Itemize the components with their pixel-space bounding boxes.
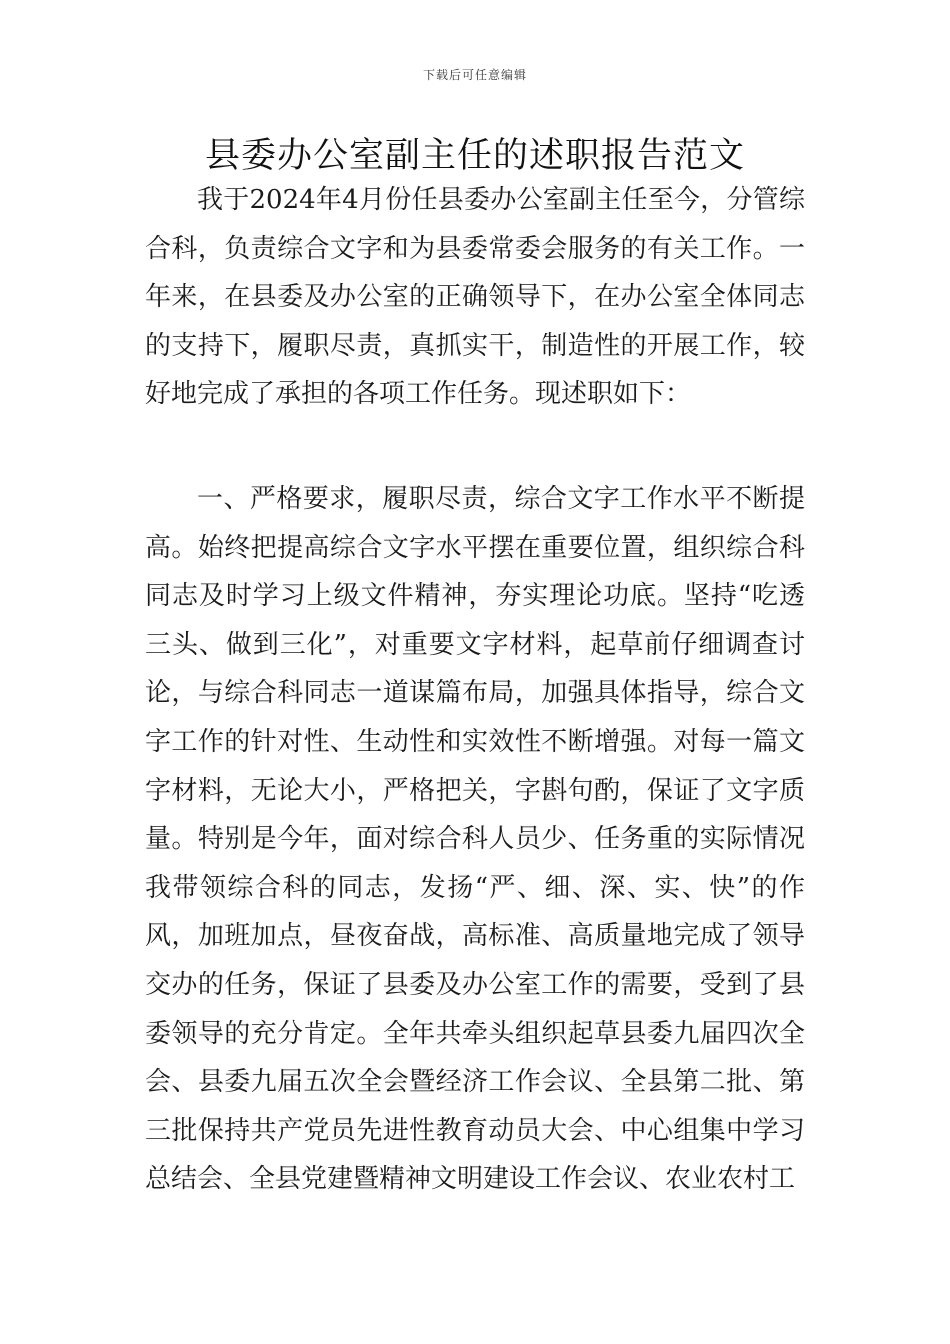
paragraph-intro: 我于2024年4月份任县委办公室副主任至今，分管综合科，负责综合文字和为县委常委会服务的有关工作。一年来，在县委及办公室的正确领导下，在办公室全体同志的支持下，履职尽责，真抓实干，制造性的开展工作，较好地完成了承担的各项工作任务。现述职如下： [145,185,805,410]
document-title: 县委办公室副主任的述职报告范文 [204,136,745,176]
paragraph-section-one: 一、严格要求，履职尽责，综合文字工作水平不断提高。始终把提高综合文字水平摆在重要位置，组织综合科同志及时学习上级文件精神，夯实理论功底。坚持“吃透三头、做到三化”，对重要文字材料，起草前仔细调查讨论，与综合科同志一道谋篇布局，加强具体指导，综合文字工作的针对性、生动性和实效性不断增强。对每一篇文字材料，无论大小，严格把关，字斟句酌，保证了文字质量。特别是今年，面对综合科人员少、任务重的实际情况我带领综合科的同志，发扬“严、细、深、实、快”的作风，加班加点，昼夜奋战，高标准、高质量地完成了领导交办的任务，保证了县委及办公室工作的需要，受到了县委领导的充分肯定。全年共牵头组织起草县委九届四次全会、县委九届五次全会暨经济工作会议、全县第二批、第三批保持共产党员先进性教育动员大会、中心组集中学习总结会、全县党建暨精神文明建设工作会议、农业农村工 [145,484,805,1195]
header-note: 下载后可任意编辑 [422,68,527,82]
